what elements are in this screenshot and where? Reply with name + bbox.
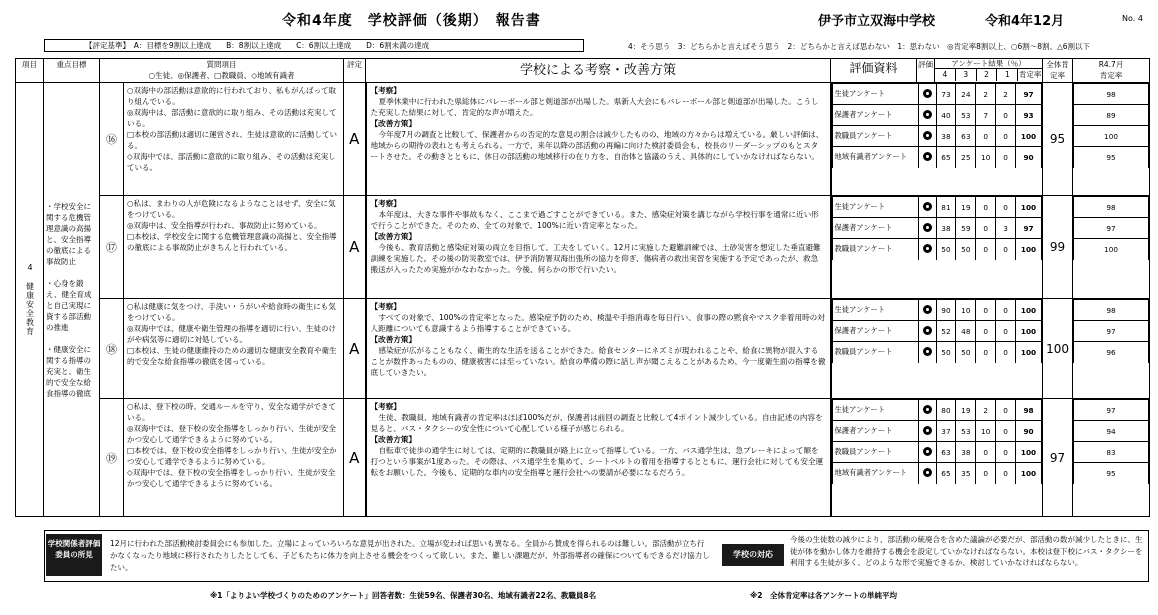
response-text: 今後の生徒数の減少により、部活動の統廃合を含めた議論が必要だが、部活動の数が減少したときに、生徒が体を動かし体力を維持する機会を設定していかなければならない。本校は登下校にバス・タクシーを利用する生徒が多く、どのような形で実施できるか、検討していかなければならない。 xyxy=(790,535,1143,567)
evaluation-grade: A xyxy=(344,299,366,399)
score-3: 50 xyxy=(956,239,976,260)
affirm-rate: 90 xyxy=(1016,147,1042,168)
survey-name: 生徒アンケート xyxy=(832,197,918,218)
prev-row xyxy=(1074,342,1149,363)
rating-mark xyxy=(918,342,936,363)
survey-row xyxy=(832,442,1042,463)
score-4: 52 xyxy=(936,321,956,342)
survey-row xyxy=(832,147,1042,168)
rating-mark xyxy=(918,147,936,168)
survey-cell xyxy=(831,196,1043,299)
affirm-rate: 97 xyxy=(1016,84,1042,105)
survey-table xyxy=(832,196,1043,260)
double-circle-icon xyxy=(923,223,932,232)
rating-mark xyxy=(918,239,936,260)
score-1: 0 xyxy=(996,300,1016,321)
col-prev-affirm: 肯定率 xyxy=(1099,71,1123,80)
score-3: 35 xyxy=(956,463,976,484)
score-2: 0 xyxy=(976,126,996,147)
rating-mark xyxy=(918,442,936,463)
question-item: ○私は、登下校の時、交通ルールを守り、安全な通学ができている。 xyxy=(127,402,336,422)
remarks xyxy=(366,299,831,399)
evaluation-grade: A xyxy=(344,399,366,517)
survey-row xyxy=(832,197,1042,218)
score-1: 3 xyxy=(996,218,1016,239)
prev-table xyxy=(1073,299,1149,363)
improve-label: 【改善方策】 xyxy=(370,232,417,241)
rating-mark xyxy=(918,300,936,321)
col-s4: 4 xyxy=(935,69,956,81)
score-3: 10 xyxy=(956,300,976,321)
question-item: ○私は、まわりの人が危険になるようなことはせず、安全に気をつけている。 xyxy=(127,199,336,219)
prev-row xyxy=(1074,197,1149,218)
document-number: No. 4 xyxy=(1122,14,1143,23)
goal-text: ・学校安全に関する危機管理意識の高揚と、安全指導の徹底による事故防止 ・心身を鍛え、健全育成と自己実現に資する部活動の推進 ・健康安全に関する指導の充実と、衛生的で安全な給食指導の徹底 xyxy=(44,83,100,517)
score-3: 59 xyxy=(956,218,976,239)
respondent-note: ※1「よりよい学校づくりのためのアンケート」回答者数：生徒59名、保護者30名、地域有識者22名、教職員8名 xyxy=(210,591,597,600)
affirm-rate: 100 xyxy=(1016,342,1042,363)
rating-criteria: 【評定基準】 A：目標を9割以上達成 B：8割以上達成 C：6割以上達成 D：6割未満の達成 xyxy=(44,39,584,52)
survey-table xyxy=(832,83,1043,168)
prev-cell xyxy=(1073,83,1150,196)
rating-mark xyxy=(918,126,936,147)
survey-legend: 4：そう思う 3：どちらかと言えばそう思う 2：どちらかと言えば思わない 1：思わない ◎肯定率8割以上、○6割～8割、△6割以下 xyxy=(628,42,1091,51)
prev-cell xyxy=(1073,399,1150,517)
prev-affirm: 100 xyxy=(1074,126,1149,147)
score-1: 0 xyxy=(996,463,1016,484)
consider-label: 【考察】 xyxy=(370,402,401,411)
survey-name: 教職員アンケート xyxy=(832,442,918,463)
survey-name: 生徒アンケート xyxy=(832,84,918,105)
remarks xyxy=(366,196,831,299)
question-item: ◎双海中では、健康や衛生管理の指導を適切に行い、生徒のけがや病気等に適切に対処している。 xyxy=(127,324,337,344)
survey-row xyxy=(832,342,1042,363)
survey-cell xyxy=(831,83,1043,196)
rating-mark xyxy=(918,197,936,218)
overall-affirm: 99 xyxy=(1043,196,1073,299)
score-4: 81 xyxy=(936,197,956,218)
survey-row xyxy=(832,126,1042,147)
score-3: 19 xyxy=(956,400,976,421)
prev-affirm: 98 xyxy=(1074,84,1149,105)
evaluation-row xyxy=(16,299,1150,399)
affirm-rate: 100 xyxy=(1016,300,1042,321)
score-2: 2 xyxy=(976,84,996,105)
question-list xyxy=(124,399,344,517)
report-title: 令和4年度 学校評価（後期） 報告書 xyxy=(282,13,541,29)
double-circle-icon xyxy=(923,405,932,414)
score-4: 65 xyxy=(936,147,956,168)
score-4: 40 xyxy=(936,105,956,126)
survey-name: 保護者アンケート xyxy=(832,321,918,342)
prev-affirm: 96 xyxy=(1074,342,1149,363)
survey-table xyxy=(832,299,1043,363)
col-goal: 重点目標 xyxy=(44,59,100,83)
prev-row xyxy=(1074,442,1149,463)
score-2: 10 xyxy=(976,147,996,168)
affirm-rate: 100 xyxy=(1016,197,1042,218)
question-item: ◎双海中は、安全指導が行われ、事故防止に努めている。 xyxy=(127,221,322,230)
rating-mark xyxy=(918,84,936,105)
survey-name: 教職員アンケート xyxy=(832,342,918,363)
score-2: 0 xyxy=(976,342,996,363)
affirm-rate: 100 xyxy=(1016,126,1042,147)
prev-row xyxy=(1074,239,1149,260)
question-list xyxy=(124,196,344,299)
affirm-rate: 100 xyxy=(1016,442,1042,463)
prev-affirm: 97 xyxy=(1074,321,1149,342)
affirm-rate: 97 xyxy=(1016,218,1042,239)
question-item: □本校では、登下校の安全指導をしっかり行い、生徒が安全かつ安心して通学できるように努めている。 xyxy=(127,446,337,466)
consider-text: 夏季休業中に行われた県総体にバレーボール部と剣道部が出場した。県新人大会にもバレーボール部と剣道部が出場した。こうした充実した結果に対して、肯定的な声が増えた。 xyxy=(370,97,819,117)
survey-row xyxy=(832,421,1042,442)
question-number: ⑱ xyxy=(100,299,124,399)
score-1: 0 xyxy=(996,442,1016,463)
col-s3: 3 xyxy=(956,69,977,81)
consider-label: 【考察】 xyxy=(370,199,401,208)
item-label: 4 健康安全教育 xyxy=(16,83,44,517)
overall-affirm: 100 xyxy=(1043,299,1073,399)
response-label: 学校の対応 xyxy=(722,544,784,566)
prev-affirm: 98 xyxy=(1074,300,1149,321)
col-item: 項目 xyxy=(16,59,44,83)
consider-label: 【考察】 xyxy=(370,86,401,95)
improve-label: 【改善方策】 xyxy=(370,119,417,128)
consider-text: 本年度は、大きな事件や事故もなく、ここまで過ごすことができている。また、感染症対策を講じながら学校行事を通常に近い形で行うことができた。そのため、全ての対象で、100%に近い肯定率となった。 xyxy=(370,210,819,230)
question-item: ◇双海中では、登下校の安全指導をしっかり行い、生徒が安全かつ安心して通学できるように努めている。 xyxy=(127,468,336,488)
affirm-rate: 98 xyxy=(1016,400,1042,421)
score-2: 0 xyxy=(976,300,996,321)
prev-affirm: 97 xyxy=(1074,218,1149,239)
question-number: ⑰ xyxy=(100,196,124,299)
survey-cell xyxy=(831,299,1043,399)
prev-cell xyxy=(1073,299,1150,399)
remarks xyxy=(366,399,831,517)
double-circle-icon xyxy=(923,468,932,477)
col-eval: 評定 xyxy=(344,59,366,83)
col-survey xyxy=(935,59,1043,83)
survey-table xyxy=(832,399,1043,484)
report-date: 令和4年12月 xyxy=(985,14,1065,29)
score-3: 48 xyxy=(956,321,976,342)
committee-text: 12月に行われた部活動検討委員会にも参加した。立場によっていろいろな意見が出された。立場が変われば思いも異なる。全員から賛成を得られるのは難しい。部活動が立ち行かなくなったり地域に移行されたりしたとしても、子どもたちに体力を向上させる機会をつくって欲しい。また、難しい課題だが、外部指導者の確保についてもできるだけ協力したい。 xyxy=(110,539,710,572)
prev-affirm: 97 xyxy=(1074,400,1149,421)
score-2: 2 xyxy=(976,400,996,421)
affirm-rate: 100 xyxy=(1016,321,1042,342)
prev-row xyxy=(1074,84,1149,105)
prev-affirm: 89 xyxy=(1074,105,1149,126)
prev-affirm: 95 xyxy=(1074,463,1149,484)
prev-row xyxy=(1074,321,1149,342)
double-circle-icon xyxy=(923,326,932,335)
double-circle-icon xyxy=(923,426,932,435)
survey-name: 教職員アンケート xyxy=(832,239,918,260)
committee-label: 学校関係者評価委員の所見 xyxy=(46,534,102,576)
average-note: ※2 全体肯定率は各アンケートの単純平均 xyxy=(750,591,898,600)
score-2: 0 xyxy=(976,442,996,463)
col-s2: 2 xyxy=(977,69,998,81)
overall-affirm: 95 xyxy=(1043,83,1073,196)
score-4: 65 xyxy=(936,463,956,484)
prev-row xyxy=(1074,147,1149,168)
score-4: 37 xyxy=(936,421,956,442)
survey-cell xyxy=(831,399,1043,517)
question-item: □本校の部活動は適切に運営され、生徒は意欲的に活動している。 xyxy=(127,130,338,150)
remarks xyxy=(366,83,831,196)
score-1: 0 xyxy=(996,126,1016,147)
question-item: ◎双海中は、部活動に意欲的に取り組み、その活動は充実している。 xyxy=(127,108,337,128)
question-item: ○私は健康に気をつけ、手洗い・うがいや給食時の衛生にも気をつけている。 xyxy=(127,302,336,322)
score-2: 7 xyxy=(976,105,996,126)
score-4: 38 xyxy=(936,218,956,239)
score-1: 0 xyxy=(996,239,1016,260)
prev-table xyxy=(1073,196,1149,260)
affirm-rate: 100 xyxy=(1016,463,1042,484)
prev-row xyxy=(1074,463,1149,484)
col-affirm: 肯定率 xyxy=(1018,70,1042,79)
question-item: □本校は、生徒の健康維持のための適切な健康安全教育や衛生的で安全な給食指導の徹底を図っている。 xyxy=(127,346,337,366)
improve-text: 今後も、教育活動と感染症対策の両立を目指して、工夫をしていく。12月に実施した避難訓練では、土砂災害を想定した垂直避難訓練を実施した。その後の防災教室では、伊予消防署双海出張所の協力を仰ぎ、傷病者の救出実習を実施する予定であったが、救急搬送が入ったため実施がかなわなかった。今後、何らかの形で行いたい。 xyxy=(370,243,821,274)
prev-row xyxy=(1074,105,1149,126)
prev-affirm: 95 xyxy=(1074,147,1149,168)
score-1: 0 xyxy=(996,400,1016,421)
score-3: 19 xyxy=(956,197,976,218)
evaluation-grade: A xyxy=(344,83,366,196)
score-3: 53 xyxy=(956,421,976,442)
rating-mark xyxy=(918,463,936,484)
col-resources: 評価資料 xyxy=(831,59,917,83)
double-circle-icon xyxy=(923,110,932,119)
rating-mark xyxy=(918,400,936,421)
double-circle-icon xyxy=(923,131,932,140)
double-circle-icon xyxy=(923,305,932,314)
question-list xyxy=(124,299,344,399)
survey-row xyxy=(832,239,1042,260)
rating-mark xyxy=(918,421,936,442)
survey-name: 地域有識者アンケート xyxy=(832,147,918,168)
prev-table xyxy=(1073,83,1149,168)
score-2: 0 xyxy=(976,197,996,218)
affirm-rate: 100 xyxy=(1016,239,1042,260)
score-1: 0 xyxy=(996,342,1016,363)
prev-row xyxy=(1074,400,1149,421)
survey-name: 地域有識者アンケート xyxy=(832,463,918,484)
score-3: 50 xyxy=(956,342,976,363)
col-questions-title: 質問項目 xyxy=(206,60,237,69)
score-1: 2 xyxy=(996,84,1016,105)
evaluation-row xyxy=(16,83,1150,196)
prev-affirm: 94 xyxy=(1074,421,1149,442)
question-item: □本校は、学校安全に関する危機管理意識の高揚と、安全指導の徹底による事故防止がきちんと行われている。 xyxy=(127,232,337,252)
improve-label: 【改善方策】 xyxy=(370,435,417,444)
survey-row xyxy=(832,84,1042,105)
double-circle-icon xyxy=(923,89,932,98)
col-s1: 1 xyxy=(997,69,1018,81)
col-survey-scale xyxy=(935,69,1042,81)
question-item: ◎双海中では、登下校の安全指導をしっかり行い、生徒が安全かつ安心して通学できるように努めている。 xyxy=(127,424,337,444)
score-1: 0 xyxy=(996,321,1016,342)
evaluation-row xyxy=(16,399,1150,517)
question-list xyxy=(124,83,344,196)
prev-affirm: 98 xyxy=(1074,197,1149,218)
score-3: 38 xyxy=(956,442,976,463)
col-prev-year: R4.7月 xyxy=(1098,60,1124,69)
col-overall: 全体肯定率 xyxy=(1043,59,1073,83)
score-2: 0 xyxy=(976,239,996,260)
survey-row xyxy=(832,321,1042,342)
prev-affirm: 100 xyxy=(1074,239,1149,260)
school-name: 伊予市立双海中学校 xyxy=(818,14,936,29)
overall-affirm: 97 xyxy=(1043,399,1073,517)
survey-name: 保護者アンケート xyxy=(832,105,918,126)
improve-text: 自転車で徒歩の通学生に対しては、定期的に教職員が路上に立って指導している。一方、バス通学生は、急ブレーキによって額を打つという事案が1度あった。その際は、バス通学生を集めて、シートベルトの着用を指導するとともに、運行会社に対しても安全運転をお願いした。今後も、定期的な車内の安全指導と運行会社への要請が必要になるだろう。 xyxy=(370,446,824,477)
score-4: 50 xyxy=(936,239,956,260)
score-4: 73 xyxy=(936,84,956,105)
score-4: 90 xyxy=(936,300,956,321)
col-rating: 評価 xyxy=(917,59,935,83)
survey-name: 保護者アンケート xyxy=(832,218,918,239)
survey-row xyxy=(832,463,1042,484)
improve-text: 感染症が広がることもなく、衛生的な生活を送ることができた。給食センターにネズミが現われることや、給食に異物が混入することが数件あったものの、健康被害には至っていない。給食の準備の際に話し声が聞こえることがあるため、今一度衛生面の指導を徹底していきたい。 xyxy=(370,346,826,377)
improve-label: 【改善方策】 xyxy=(370,335,417,344)
score-1: 0 xyxy=(996,147,1016,168)
question-number: ⑯ xyxy=(100,83,124,196)
affirm-rate: 90 xyxy=(1016,421,1042,442)
survey-name: 生徒アンケート xyxy=(832,300,918,321)
score-2: 0 xyxy=(976,218,996,239)
survey-row xyxy=(832,300,1042,321)
score-4: 80 xyxy=(936,400,956,421)
double-circle-icon xyxy=(923,347,932,356)
question-item: ○双海中の部活動は意欲的に行われており、私もがんばって取り組んでいる。 xyxy=(127,86,337,106)
double-circle-icon xyxy=(923,202,932,211)
score-2: 0 xyxy=(976,321,996,342)
col-survey-title: アンケート結果（％） xyxy=(935,59,1042,69)
col-remarks: 学校による考察・改善方策 xyxy=(366,59,831,83)
affirm-rate: 93 xyxy=(1016,105,1042,126)
survey-name: 保護者アンケート xyxy=(832,421,918,442)
prev-row xyxy=(1074,126,1149,147)
score-2: 10 xyxy=(976,421,996,442)
double-circle-icon xyxy=(923,244,932,253)
prev-row xyxy=(1074,421,1149,442)
prev-cell xyxy=(1073,196,1150,299)
survey-name: 生徒アンケート xyxy=(832,400,918,421)
survey-row xyxy=(832,400,1042,421)
consider-text: 生徒、教職員、地域有識者の肯定率はほぼ100%だが、保護者は前回の調査と比較して4ポイント減少している。自由記述の内容を見ると、バス・タクシーの安全性について心配している様子が感じられる。 xyxy=(370,413,823,433)
score-1: 0 xyxy=(996,105,1016,126)
question-number: ⑲ xyxy=(100,399,124,517)
score-3: 53 xyxy=(956,105,976,126)
evaluation-grade: A xyxy=(344,196,366,299)
evaluation-row xyxy=(16,196,1150,299)
score-1: 0 xyxy=(996,421,1016,442)
col-prev xyxy=(1073,59,1150,83)
prev-table xyxy=(1073,399,1149,484)
score-1: 0 xyxy=(996,197,1016,218)
consider-text: すべての対象で、100%の肯定率となった。感染症予防のため、検温や手指消毒を毎日行い、食事の際の黙食やマスク非着用時の対人距離についても意識するよう指導することができている。 xyxy=(370,313,825,333)
col-questions xyxy=(100,59,344,83)
rating-mark xyxy=(918,218,936,239)
double-circle-icon xyxy=(923,447,932,456)
improve-text: 今年度7月の調査と比較して、保護者からの否定的な意見の割合は減少したものの、地域の方々からは増えている。厳しい評価は、地域からの期待の表れとも考えられる。一方で、来年以降の部活動の再編に向けた検討委員会も、校長のリーダーシップのもとスタートさせた。その動きとともに、休日の部活動の地域移行の在り方を、自治体と協議のうえ、具体的にしていかなければならない。 xyxy=(370,130,824,161)
survey-row xyxy=(832,105,1042,126)
question-item: ◇双海中では、部活動に意欲的に取り組み、その活動は充実している。 xyxy=(127,152,336,172)
score-2: 0 xyxy=(976,463,996,484)
rating-mark xyxy=(918,321,936,342)
double-circle-icon xyxy=(923,152,932,161)
evaluation-table xyxy=(15,58,1150,517)
prev-row xyxy=(1074,300,1149,321)
score-4: 50 xyxy=(936,342,956,363)
rating-mark xyxy=(918,105,936,126)
score-3: 25 xyxy=(956,147,976,168)
prev-row xyxy=(1074,218,1149,239)
score-4: 38 xyxy=(936,126,956,147)
consider-label: 【考察】 xyxy=(370,302,401,311)
score-4: 63 xyxy=(936,442,956,463)
score-3: 63 xyxy=(956,126,976,147)
survey-row xyxy=(832,218,1042,239)
survey-name: 教職員アンケート xyxy=(832,126,918,147)
score-3: 24 xyxy=(956,84,976,105)
prev-affirm: 83 xyxy=(1074,442,1149,463)
col-questions-sub: ○生徒、◎保護者、□教職員、◇地域有識者 xyxy=(148,71,295,80)
